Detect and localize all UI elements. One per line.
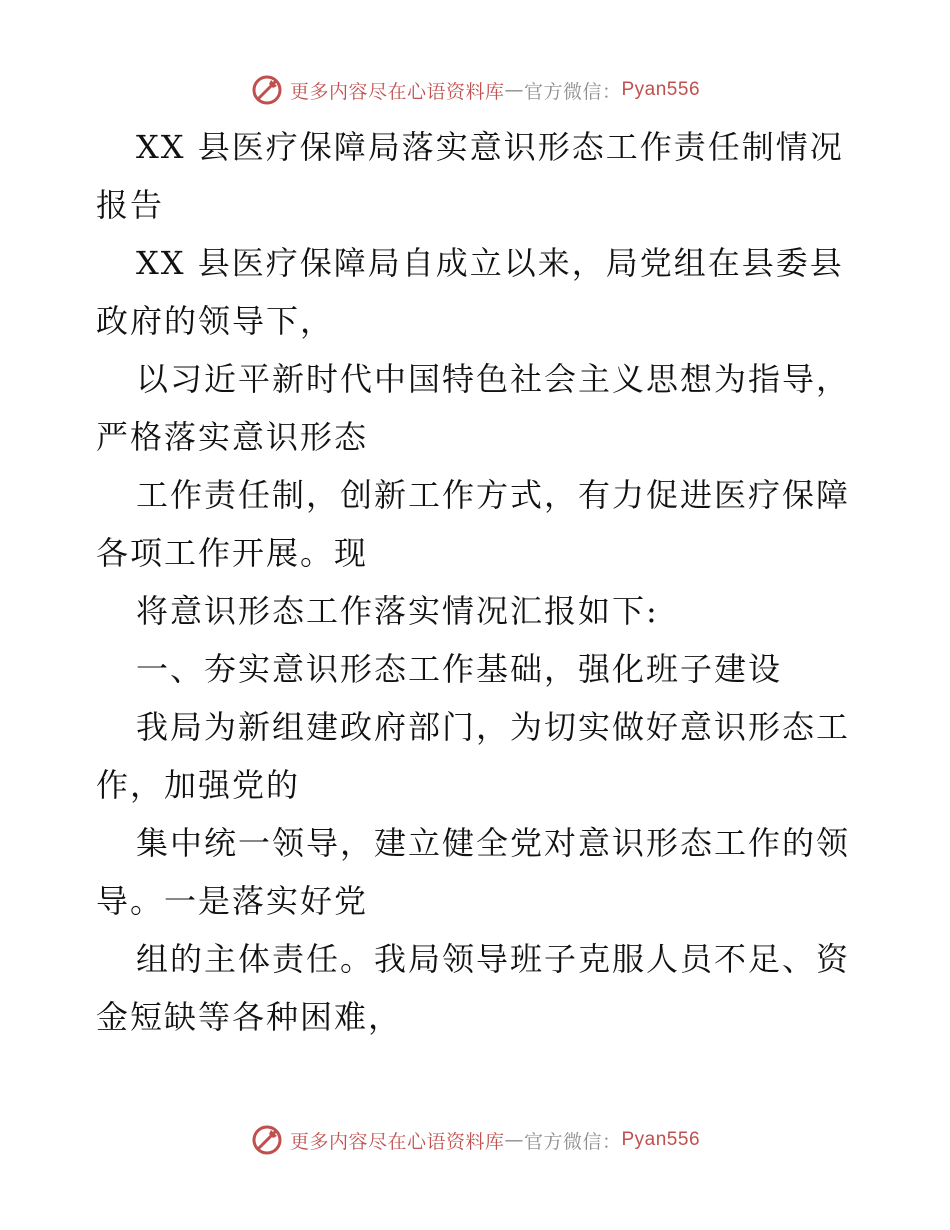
pen-logo-icon <box>250 73 284 107</box>
section-heading: 一、夯实意识形态工作基础，强化班子建设 <box>136 650 783 688</box>
footer-watermark <box>0 1120 950 1160</box>
document-body <box>96 118 856 1046</box>
paragraph: 工作责任制，创新工作方式，有力促进医疗保障各项工作开展。现 <box>96 476 851 572</box>
watermark-wechat-id: Pyan556 <box>621 1129 701 1150</box>
paragraph: 集中统一领导，建立健全党对意识形态工作的领导。一是落实好党 <box>96 824 851 920</box>
watermark-brand: 更多内容尽在心语资料库 <box>289 1130 505 1153</box>
watermark-wechat-label: 官方微信： <box>523 1130 622 1153</box>
paragraph: 我局为新组建政府部门，为切实做好意识形态工作，加强党的 <box>96 708 851 804</box>
document-title: XX 县医疗保障局落实意识形态工作责任制情况报告 <box>96 128 844 224</box>
paragraph: 将意识形态工作落实情况汇报如下: <box>136 592 659 630</box>
header-watermark <box>0 70 950 110</box>
watermark-dash: — <box>504 79 524 101</box>
watermark-brand: 更多内容尽在心语资料库 <box>289 80 505 103</box>
paragraph: 组的主体责任。我局领导班子克服人员不足、资金短缺等各种困难， <box>96 940 851 1036</box>
paragraph: 以习近平新时代中国特色社会主义思想为指导，严格落实意识形态 <box>96 360 851 456</box>
watermark-wechat-label: 官方微信： <box>523 80 622 103</box>
pen-logo-icon <box>250 1123 284 1157</box>
watermark-dash: — <box>504 1129 524 1151</box>
watermark-wechat-id: Pyan556 <box>621 79 701 100</box>
paragraph: XX 县医疗保障局自成立以来，局党组在县委县政府的领导下， <box>96 244 844 340</box>
